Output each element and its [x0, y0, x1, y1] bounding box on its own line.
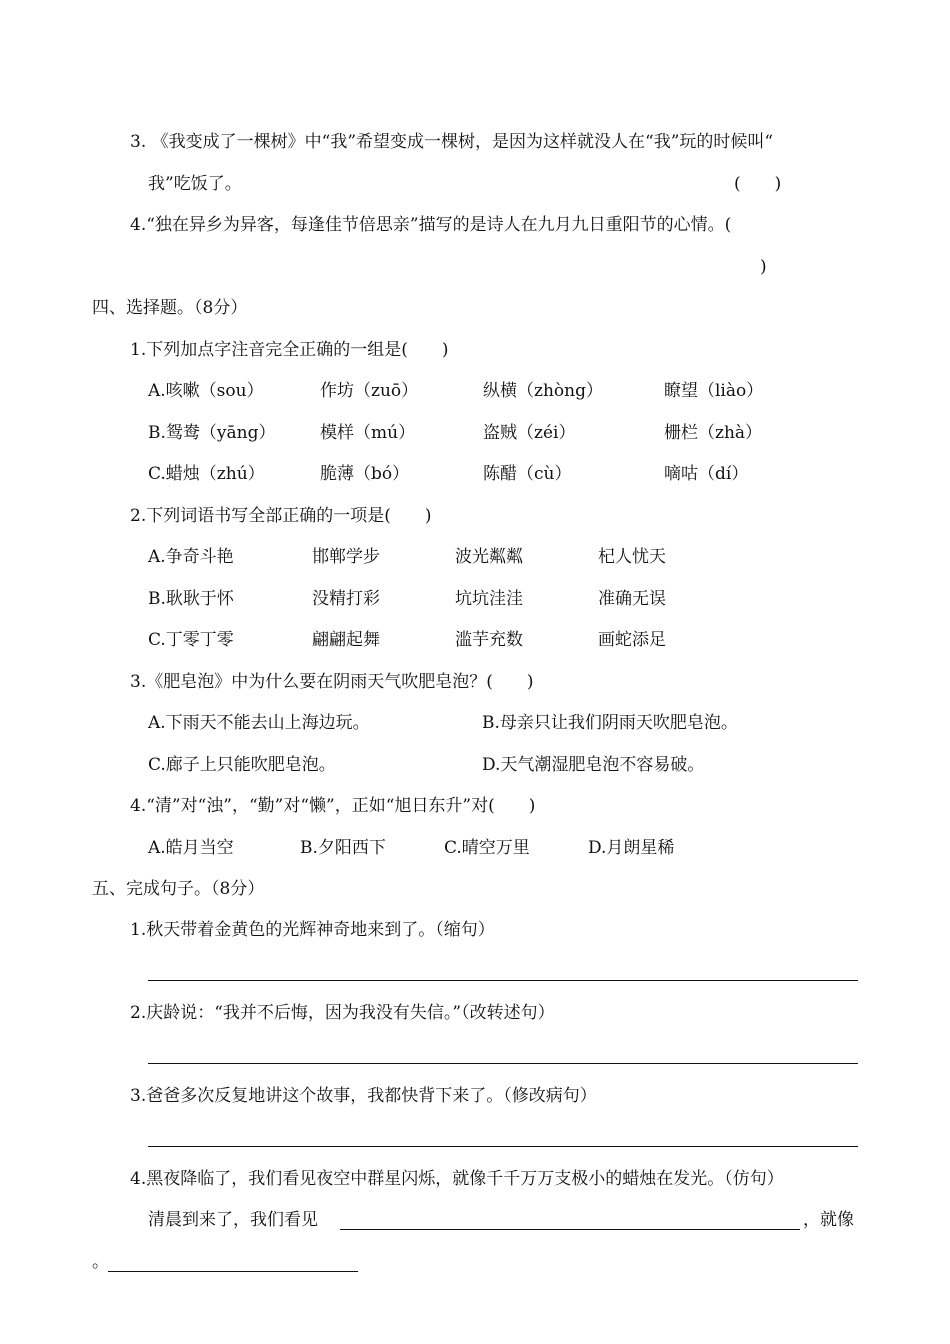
q3-text-line1: 3. 《我变成了一棵树》中“我”希望变成一棵树，是因为这样就没人在“我”玩的时候叫“ — [130, 132, 774, 152]
s4-q2-option: 准确无误 — [598, 589, 666, 609]
answer-line[interactable] — [148, 1063, 858, 1064]
s4-q2-option: 滥芋充数 — [455, 630, 523, 650]
s4-q1-option: B.鸳鸯（yāng） — [148, 423, 276, 443]
s4-q3-option: D.天气潮湿肥皂泡不容易破。 — [482, 755, 705, 775]
s4-q3-option: A.下雨天不能去山上海边玩。 — [148, 713, 370, 733]
answer-line[interactable] — [148, 1146, 858, 1147]
s4-q3-option: B.母亲只让我们阴雨天吹肥皂泡。 — [482, 713, 738, 733]
s4-q4-option: B.夕阳西下 — [300, 838, 386, 858]
q3-answer-paren: ( ) — [734, 174, 782, 194]
s5-q4-fill-start: 清晨到来了，我们看见 — [148, 1210, 318, 1230]
s5-item-3: 3.爸爸多次反复地讲这个故事，我都快背下来了。（修改病句） — [130, 1086, 597, 1106]
q4-answer-paren-close: ) — [760, 257, 767, 277]
s4-q2-option: A.争奇斗艳 — [148, 547, 234, 567]
section4-heading: 四、选择题。（8分） — [92, 298, 248, 318]
s4-q2-option: 杞人忧天 — [598, 547, 666, 567]
s4-q1-option: C.蜡烛（zhú） — [148, 464, 265, 484]
q3-text-line2: 我”吃饭了。 — [148, 174, 242, 194]
s5-item-2: 2.庆龄说：“我并不后悔，因为我没有失信。”（改转述句） — [130, 1003, 555, 1023]
section5-heading: 五、完成句子。（8分） — [92, 879, 265, 899]
s4-q2-stem: 2.下列词语书写全部正确的一项是( ) — [130, 506, 432, 526]
s4-q1-option: 纵横（zhòng） — [483, 381, 603, 401]
s4-q2-option: B.耿耿于怀 — [148, 589, 234, 609]
s4-q1-stem: 1.下列加点字注音完全正确的一组是( ) — [130, 340, 449, 360]
s4-q1-option: 栅栏（zhà） — [664, 423, 763, 443]
s4-q2-option: C.丁零丁零 — [148, 630, 234, 650]
s4-q1-option: A.咳嗽（sou） — [148, 381, 264, 401]
s4-q4-option: C.晴空万里 — [444, 838, 530, 858]
s4-q1-option: 脆薄（bó） — [320, 464, 410, 484]
s5-item-1: 1.秋天带着金黄色的光辉神奇地来到了。（缩句） — [130, 920, 495, 940]
fill-blank-line[interactable] — [340, 1229, 800, 1230]
s4-q2-option: 没精打彩 — [312, 589, 380, 609]
s4-q3-option: C.廊子上只能吹肥皂泡。 — [148, 755, 336, 775]
s4-q4-option: A.皓月当空 — [148, 838, 234, 858]
s4-q1-option: 陈醋（cù） — [483, 464, 572, 484]
fill-blank-line[interactable] — [108, 1271, 358, 1272]
s4-q2-option: 画蛇添足 — [598, 630, 666, 650]
q4-text-line1: 4.“独在异乡为异客，每逢佳节倍思亲”描写的是诗人在九月九日重阳节的心情。( — [130, 215, 732, 235]
s4-q3-stem: 3.《肥皂泡》中为什么要在阴雨天气吹肥皂泡？( ) — [130, 672, 534, 692]
s5-q4-fill-mid: ，就像 — [803, 1210, 854, 1230]
answer-line[interactable] — [148, 980, 858, 981]
s4-q1-option: 嘀咕（dí） — [664, 464, 749, 484]
s5-item-4: 4.黑夜降临了，我们看见夜空中群星闪烁，就像千千万万支极小的蜡烛在发光。（仿句） — [130, 1169, 784, 1189]
s4-q2-option: 波光粼粼 — [455, 547, 523, 567]
s4-q2-option: 坑坑洼洼 — [455, 589, 523, 609]
s5-q4-fill-end: 。 — [92, 1252, 109, 1272]
s4-q2-option: 翩翩起舞 — [312, 630, 380, 650]
s4-q1-option: 瞭望（liào） — [664, 381, 764, 401]
s4-q1-option: 作坊（zuō） — [320, 381, 419, 401]
s4-q4-option: D.月朗星稀 — [588, 838, 675, 858]
s4-q4-stem: 4.“清”对“浊”，“勤”对“懒”，正如“旭日东升”对( ) — [130, 796, 536, 816]
s4-q2-option: 邯郸学步 — [312, 547, 380, 567]
s4-q1-option: 模样（mú） — [320, 423, 416, 443]
s4-q1-option: 盗贼（zéi） — [483, 423, 576, 443]
